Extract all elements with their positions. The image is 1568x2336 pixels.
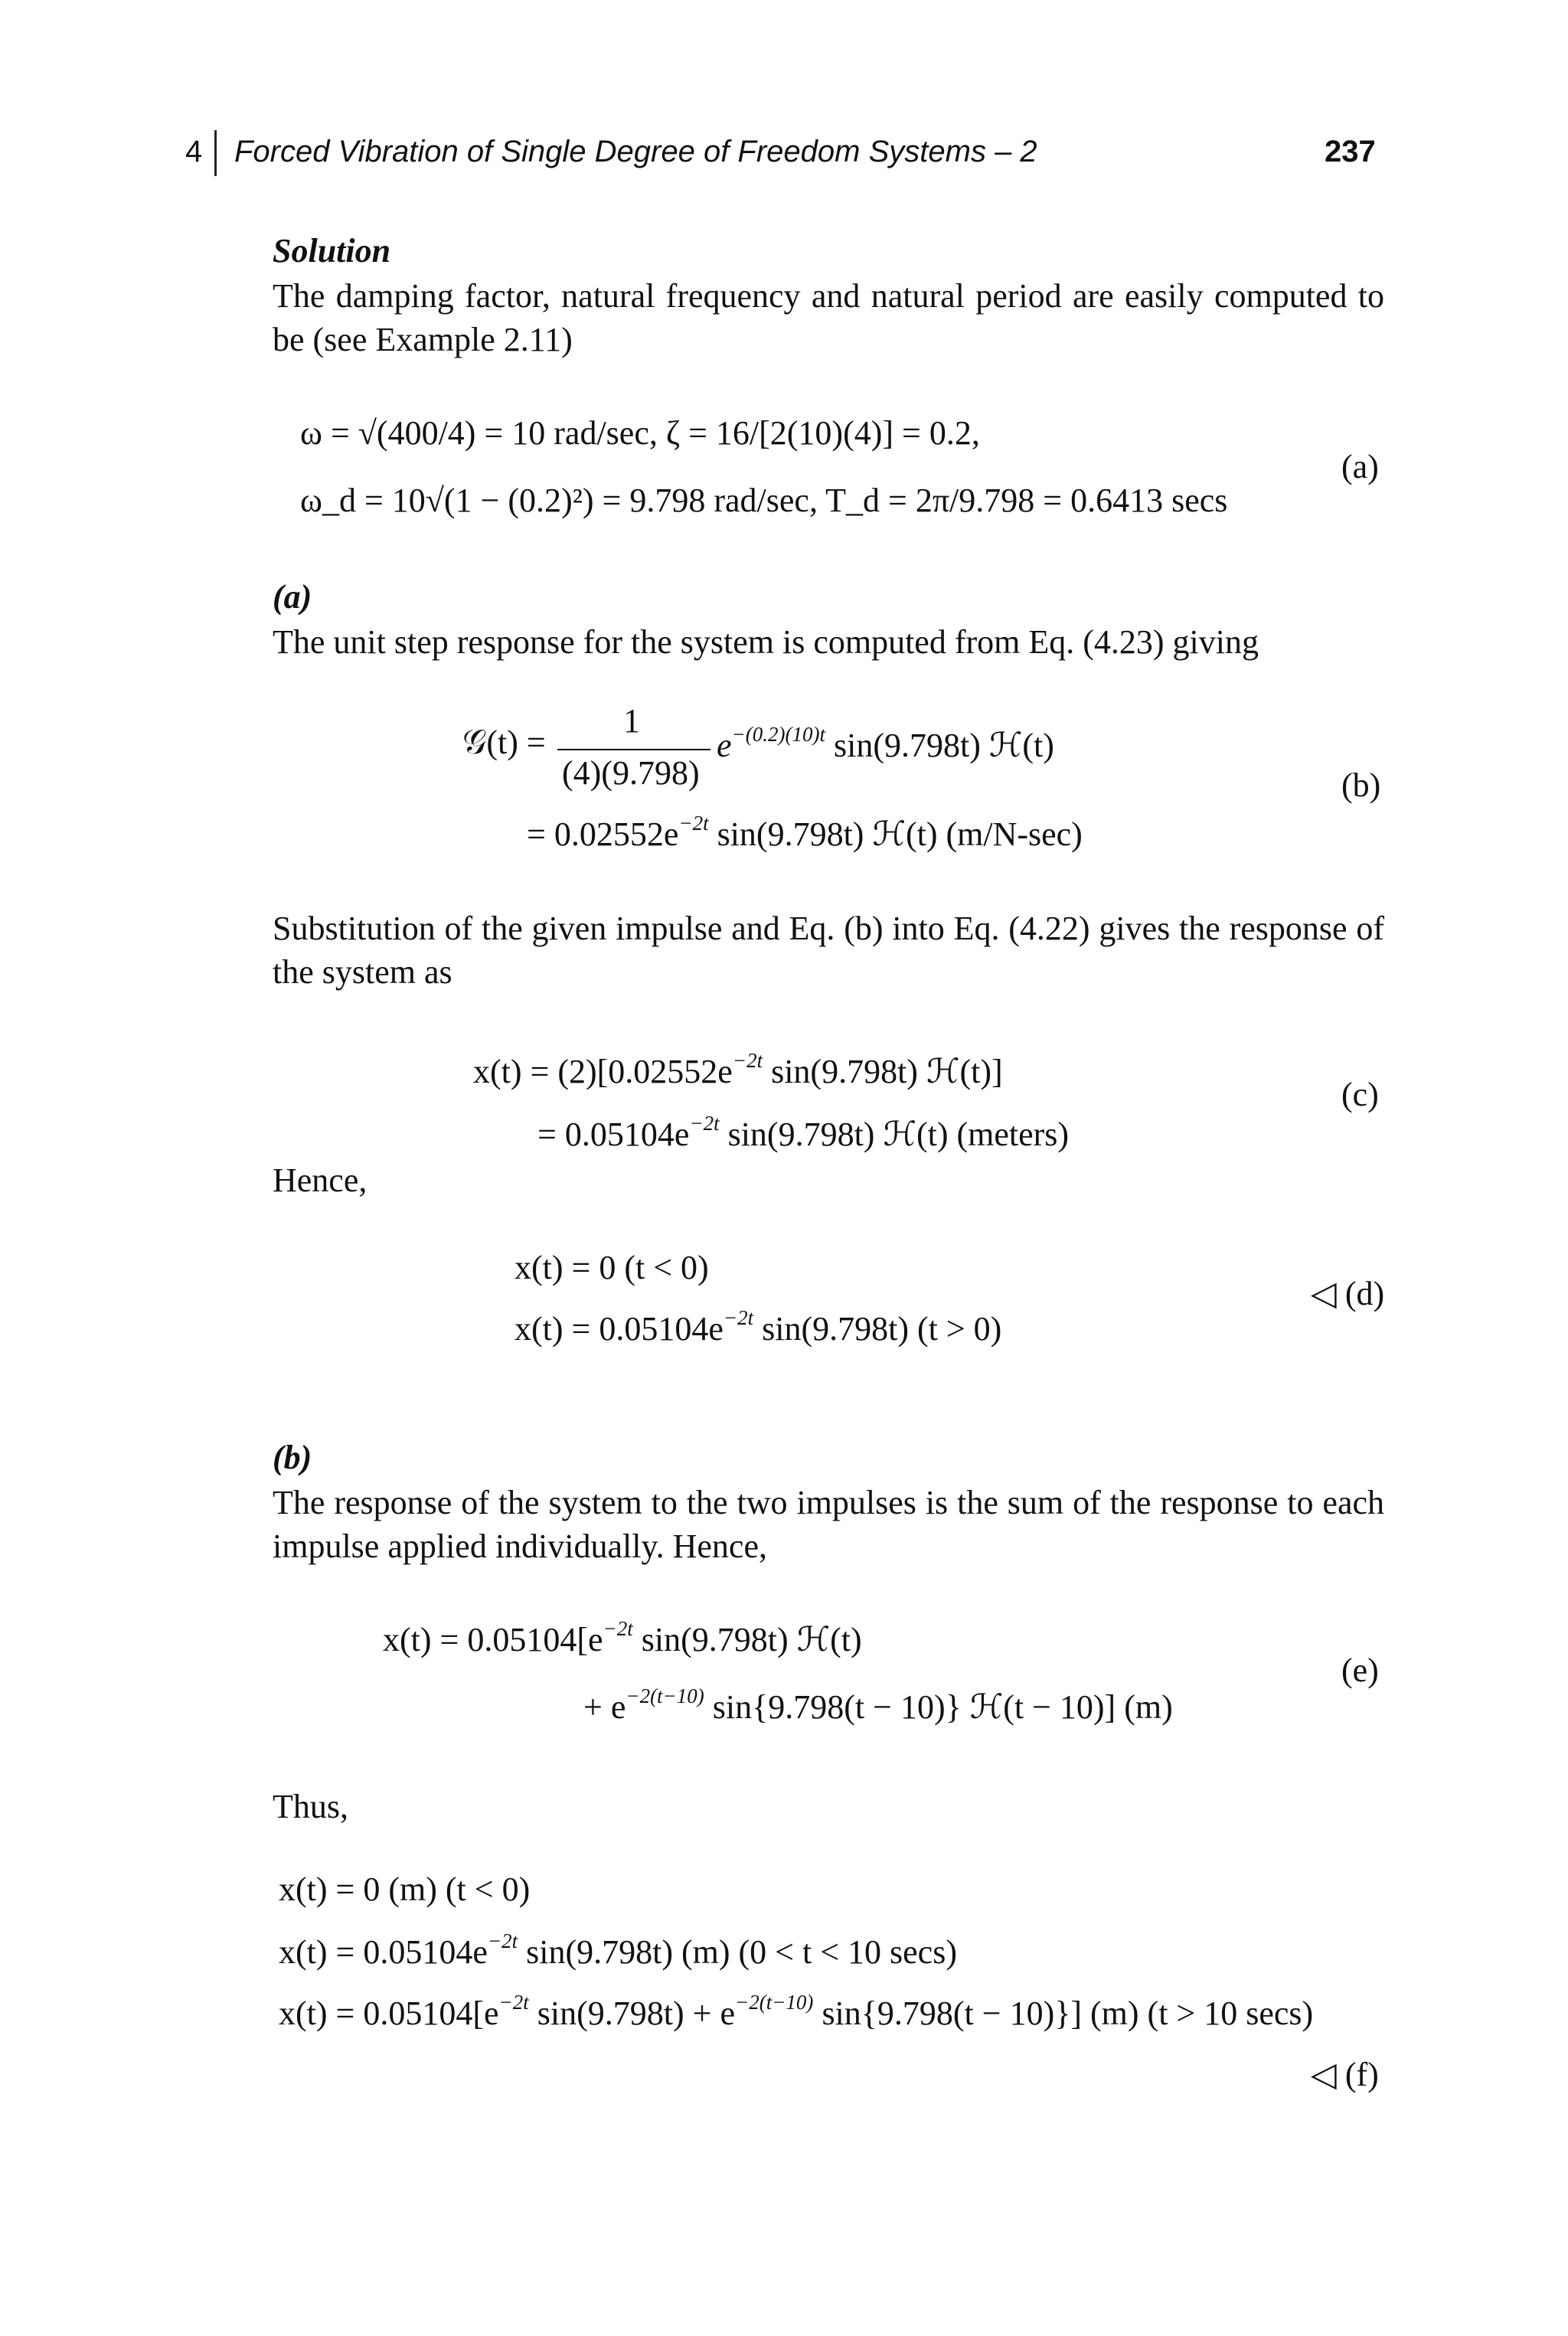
header-divider [214,130,217,176]
part-a-paragraph: The unit step response for the system is computed from Eq. (4.23) giving [273,623,1259,661]
equation-f-line2: $x(t) = 0.05104e^{-2t}$ sin(9.798t) (m) (0 < t < 10 secs) [279,1929,957,1971]
equation-e-line2: + $e^{-2(t-10)}$ sin{9.798(t − 10)} ℋ(t − 10)] (m) [583,1684,1173,1726]
part-a-heading: (a) [273,578,312,616]
equation-b-label: (b) [1341,766,1381,804]
equation-b-lhs: 𝒢(t) = [462,724,546,761]
equation-b-numerator: 1 [623,702,640,740]
chapter-title: Forced Vibration of Single Degree of Freedom Systems – 2 [234,135,1037,168]
equation-f-label: ◁ (f) [1311,2056,1379,2093]
equation-c-label: (c) [1341,1076,1379,1113]
equation-e-line1: $x(t) = 0.05104[e^{-2t}$ sin(9.798t) ℋ(t) [383,1617,862,1658]
equation-d-line2: $x(t) = 0.05104e^{-2t}$ sin(9.798t) (t > 0) [514,1306,1002,1348]
hence-text-1: Hence, [273,1161,368,1199]
equation-d-line1: x(t) = 0 (t < 0) [514,1249,709,1286]
equation-b-line1-rest: $e^{-(0.2)(10)t}$ sin(9.798t) ℋ(t) [717,723,1054,764]
equation-b-fraction-bar [557,749,710,750]
intro-paragraph: The damping factor, natural frequency and natural period are easily computed to be (see Example 2.11) [273,277,1384,358]
substitution-paragraph: Substitution of the given impulse and Eq. (b) into Eq. (4.22) gives the response of the system as [273,910,1384,991]
equation-d-label: ◁ (d) [1311,1275,1385,1312]
solution-heading: Solution [273,232,391,270]
part-b-paragraph: The response of the system to the two impulses is the sum of the response to each impulse applied individually. Hence, [273,1484,1384,1565]
thus-text: Thus, [273,1788,348,1825]
equation-a-label: (a) [1341,448,1379,485]
equation-a-line2: ω_d = 10√(1 − (0.2)²) = 9.798 rad/sec, T_d = 2π/9.798 = 0.6413 secs [300,482,1228,519]
part-b-heading: (b) [273,1439,312,1476]
equation-e-label: (e) [1341,1652,1379,1689]
equation-b-denominator: (4)(9.798) [562,754,700,792]
equation-f-line1: x(t) = 0 (m) (t < 0) [279,1870,531,1908]
page-number: 237 [1325,135,1376,168]
equation-a-line1: ω = √(400/4) = 10 rad/sec, ζ = 16/[2(10)(4)] = 0.2, [300,414,980,452]
equation-c-line1: $x(t) = (2)[0.02552e^{-2t}$ sin(9.798t) ℋ(t)] [473,1049,1003,1090]
equation-f-line3: $x(t) = 0.05104[e^{-2t}$ $\sin(9.798t) + e^{-2(t-10)}$ sin{9.798(t − 10)}] (m) (t > 10 secs) [279,1991,1314,2032]
equation-c-line2: = $0.05104e^{-2t}$ sin(9.798t) ℋ(t) (meters) [537,1112,1070,1153]
chapter-number: 4 [185,135,203,168]
equation-b-line2: = $0.02552e^{-2t}$ sin(9.798t) ℋ(t) (m/N-sec) [527,812,1083,853]
